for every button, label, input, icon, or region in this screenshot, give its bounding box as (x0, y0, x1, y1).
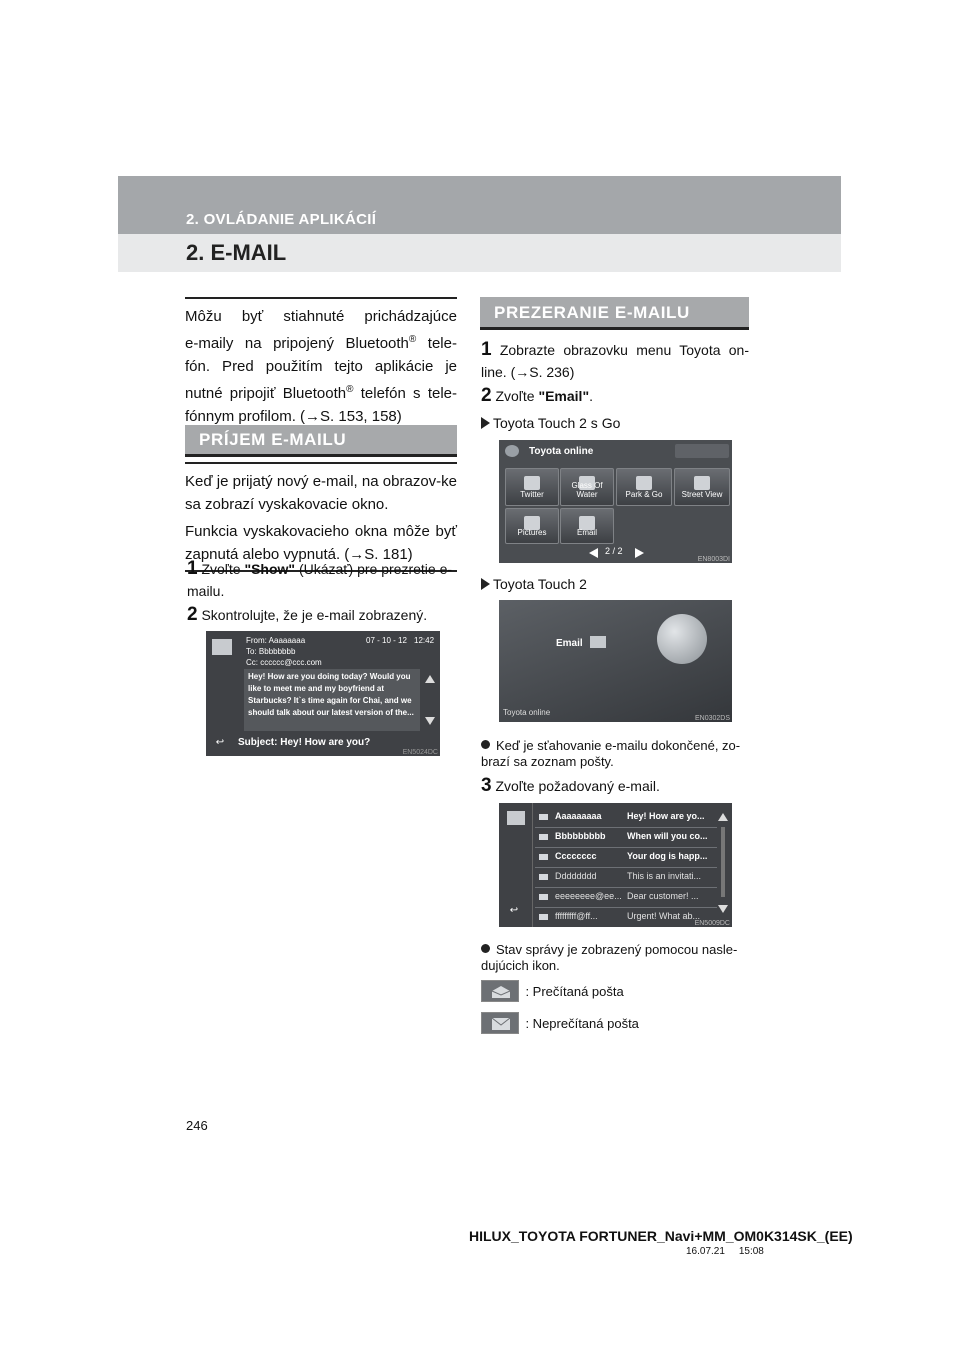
from-label: From: (246, 636, 267, 645)
read-mail-icon (539, 914, 548, 920)
section-title: 2. OVLÁDANIE APLIKÁCIÍ (186, 211, 377, 228)
list-item[interactable] (535, 887, 717, 908)
time-value: 12:42 (414, 636, 435, 645)
intro-note (185, 297, 457, 434)
step-number: 1 (187, 558, 198, 579)
step-text: Skontrolujte, že je e-mail zobrazený. (201, 607, 428, 623)
pictures-tile[interactable] (505, 508, 559, 544)
bullet-download-complete (481, 738, 749, 770)
page-reference[interactable]: S. 236) (529, 364, 575, 380)
right-step-3 (481, 775, 749, 797)
legend-read (481, 980, 624, 1002)
section-header-bar (118, 176, 841, 234)
tile-label: Twitter (520, 490, 544, 499)
mail-subject: Urgent! What ab... (627, 911, 701, 921)
list-item[interactable] (535, 847, 717, 868)
step-text: Zobrazte obrazovku menu Toyota on-line. ( (481, 342, 749, 380)
bullet-dot-icon (481, 944, 490, 953)
scroll-up-icon[interactable] (425, 675, 435, 683)
pegman-icon (694, 476, 710, 490)
message-screenshot (206, 631, 440, 756)
mail-side-icon (507, 811, 525, 825)
parking-icon (636, 476, 652, 490)
step-number: 3 (481, 775, 492, 796)
print-timestamp: 16.07.21 15:08 (686, 1246, 764, 1257)
list-item[interactable] (535, 807, 717, 828)
message-header (246, 635, 436, 668)
step-number: 2 (481, 385, 492, 406)
page-reference[interactable]: S. 153, 158) (320, 408, 402, 425)
read-mail-icon (539, 874, 548, 880)
mail-subject: Dear customer! ... (627, 891, 699, 901)
intro-text: fónnym profilom. ( (185, 408, 306, 425)
message-body: Hey! How are you doing today? Would you like to meet me and my boyfriend at Starbucks? It`s time again for Chai, and we should talk about our latest version of the... (248, 672, 414, 717)
figure-code: EN5024DC (402, 749, 438, 756)
unread-mail-icon (539, 814, 548, 820)
message-body-panel (244, 669, 420, 731)
page-reference[interactable]: S. 181) (364, 546, 413, 563)
step-text: Zvoľte (201, 561, 245, 577)
tile-label: Glass Of Water (571, 481, 603, 499)
date-value: 07 - 10 - 12 (366, 636, 407, 645)
bullet-text: Keď je sťahovanie e-mailu dokončené, zo-brazí sa zoznam pošty. (481, 738, 741, 769)
globe-small-icon (505, 445, 519, 457)
park-go-tile[interactable] (616, 468, 672, 506)
variant-text: Toyota Touch 2 s Go (493, 415, 621, 431)
twitter-tile[interactable] (505, 468, 559, 506)
tile-label: Email (576, 528, 597, 537)
mail-subject: Hey! How are yo... (627, 811, 705, 821)
to-value: Bbbbbbbb (258, 647, 296, 656)
mail-from: Bbbbbbbbb (555, 831, 606, 841)
intro-text: nutné pripojiť Bluetooth (185, 385, 347, 402)
next-page-icon[interactable] (635, 548, 644, 558)
toyota-online-go-screenshot (499, 440, 732, 563)
step-number: 2 (187, 604, 198, 625)
page-title: 2. E-MAIL (186, 240, 287, 265)
read-mail-icon (481, 980, 519, 1002)
right-step-1 (481, 339, 749, 383)
intro-line (185, 328, 457, 355)
view-heading-bar (480, 297, 749, 330)
intro-text: telefón s tele- (353, 385, 458, 402)
from-value: Aaaaaaaa (268, 636, 306, 645)
mail-list-screenshot (499, 803, 732, 927)
email-label[interactable]: Email (556, 638, 583, 649)
back-icon[interactable]: ↩ (509, 905, 519, 916)
legend-unread (481, 1012, 639, 1034)
page-indicator: 2 / 2 (605, 546, 623, 556)
email-button-label: "Email" (538, 388, 590, 404)
figure-code: EN0302DS (694, 715, 730, 722)
arrow-right-icon: → (349, 546, 365, 563)
glass-of-water-tile[interactable] (560, 468, 614, 506)
toyota-online-t2-screenshot (499, 600, 732, 722)
scroll-down-icon[interactable] (425, 717, 435, 725)
receive-heading-bar (185, 425, 457, 457)
step-text: . (589, 388, 593, 404)
variant-t2-label (481, 575, 587, 594)
figure-code: EN5009DC (694, 920, 730, 927)
intro-text: fón. Pred použitím tejto aplikácie je (185, 358, 457, 375)
list-divider (532, 803, 533, 927)
intro-line (185, 355, 457, 378)
bullet-dot-icon (481, 740, 490, 749)
tile-label: Street View (681, 490, 723, 499)
bullet-text: Stav správy je zobrazený pomocou nasle-dujúcich ikon. (481, 942, 738, 973)
tile-label: Pictures (517, 528, 547, 537)
receive-heading: PRÍJEM E-MAILU (199, 430, 347, 449)
mail-subject: When will you co... (627, 831, 708, 841)
cc-label: Cc: (246, 658, 258, 667)
receive-note (185, 462, 457, 572)
scroll-down-icon[interactable] (718, 905, 728, 913)
page-title-bar (118, 234, 841, 272)
status-icons (675, 444, 729, 458)
arrow-right-icon: → (305, 408, 321, 425)
mail-from: eeeeeeee@ee... (555, 891, 622, 901)
registered-mark: ® (408, 334, 417, 345)
back-icon[interactable]: ↩ (215, 737, 225, 748)
twitter-icon (524, 476, 540, 490)
registered-mark: ® (346, 384, 354, 395)
page-number: 246 (186, 1118, 208, 1133)
arrow-right-icon: → (515, 364, 530, 380)
unread-mail-icon (539, 834, 548, 840)
triangle-bullet-icon (481, 578, 490, 590)
variant-go-label (481, 414, 620, 433)
list-item[interactable] (535, 827, 717, 848)
read-mail-icon (539, 894, 548, 900)
scrollbar[interactable] (721, 827, 725, 897)
tile-label: Park & Go (625, 490, 663, 499)
envelope-icon[interactable] (590, 636, 606, 648)
globe-icon (657, 614, 707, 664)
view-heading: PREZERANIE E-MAILU (494, 303, 690, 322)
from-line (246, 635, 436, 646)
step-text: Zvoľte (495, 388, 539, 404)
list-item[interactable] (535, 907, 717, 927)
list-item[interactable] (535, 867, 717, 888)
email-tile[interactable] (560, 508, 614, 544)
mail-subject: Your dog is happ... (627, 851, 708, 861)
mail-from: Dddddddd (555, 871, 597, 881)
mail-from: fffffffff@ff... (555, 911, 598, 921)
variant-text: Toyota Touch 2 (493, 576, 587, 592)
to-label: To: (246, 647, 257, 656)
receive-note-text: Funkcia vyskakovacieho okna môže byť zapnutá alebo vypnutá. ( (185, 523, 457, 563)
to-line (246, 646, 436, 657)
receive-note-text: Keď je prijatý nový e-mail, na obrazov-ke sa zobrazí vyskakovacie okno. (185, 473, 457, 513)
mail-from: Cccccccc (555, 851, 597, 861)
mail-subject: This is an invitati... (627, 871, 702, 881)
unread-mail-icon (539, 854, 548, 860)
step-text: (Ukázať) pre prezretie e-mailu. (187, 561, 453, 599)
left-step-2 (187, 604, 459, 626)
intro-text: e-maily na pripojený Bluetooth (185, 335, 409, 352)
mail-from: Aaaaaaaaa (555, 811, 602, 821)
screen-title: Toyota online (529, 446, 594, 457)
intro-line (185, 305, 457, 328)
document-id: HILUX_TOYOTA FORTUNER_Navi+MM_OM0K314SK_(EE) (469, 1228, 853, 1244)
show-button-label: "Show" (244, 561, 296, 577)
unread-mail-icon (481, 1012, 519, 1034)
step-text: Zvoľte požadovaný e-mail. (495, 778, 660, 794)
legend-text: : Neprečítaná pošta (525, 1015, 639, 1031)
right-step-2 (481, 385, 749, 407)
intro-text: Môžu byť stiahnuté prichádzajúce (185, 308, 457, 325)
cc-line (246, 657, 436, 668)
legend-text: : Prečítaná pošta (525, 983, 624, 999)
subject-line: Subject: Hey! How are you? (238, 737, 371, 748)
figure-code: EN8003DI (697, 556, 730, 563)
cc-value: cccccc@ccc.com (260, 658, 322, 667)
screen-footer: Toyota online (503, 708, 551, 717)
left-step-1 (187, 558, 459, 602)
mail-side-icon (212, 639, 232, 655)
intro-text: tele- (416, 335, 457, 352)
prev-page-icon[interactable] (589, 548, 598, 558)
street-view-tile[interactable] (674, 468, 730, 506)
bullet-status-icons (481, 942, 749, 974)
step-number: 1 (481, 339, 492, 360)
scroll-up-icon[interactable] (718, 813, 728, 821)
triangle-bullet-icon (481, 417, 490, 429)
intro-line (185, 378, 457, 405)
